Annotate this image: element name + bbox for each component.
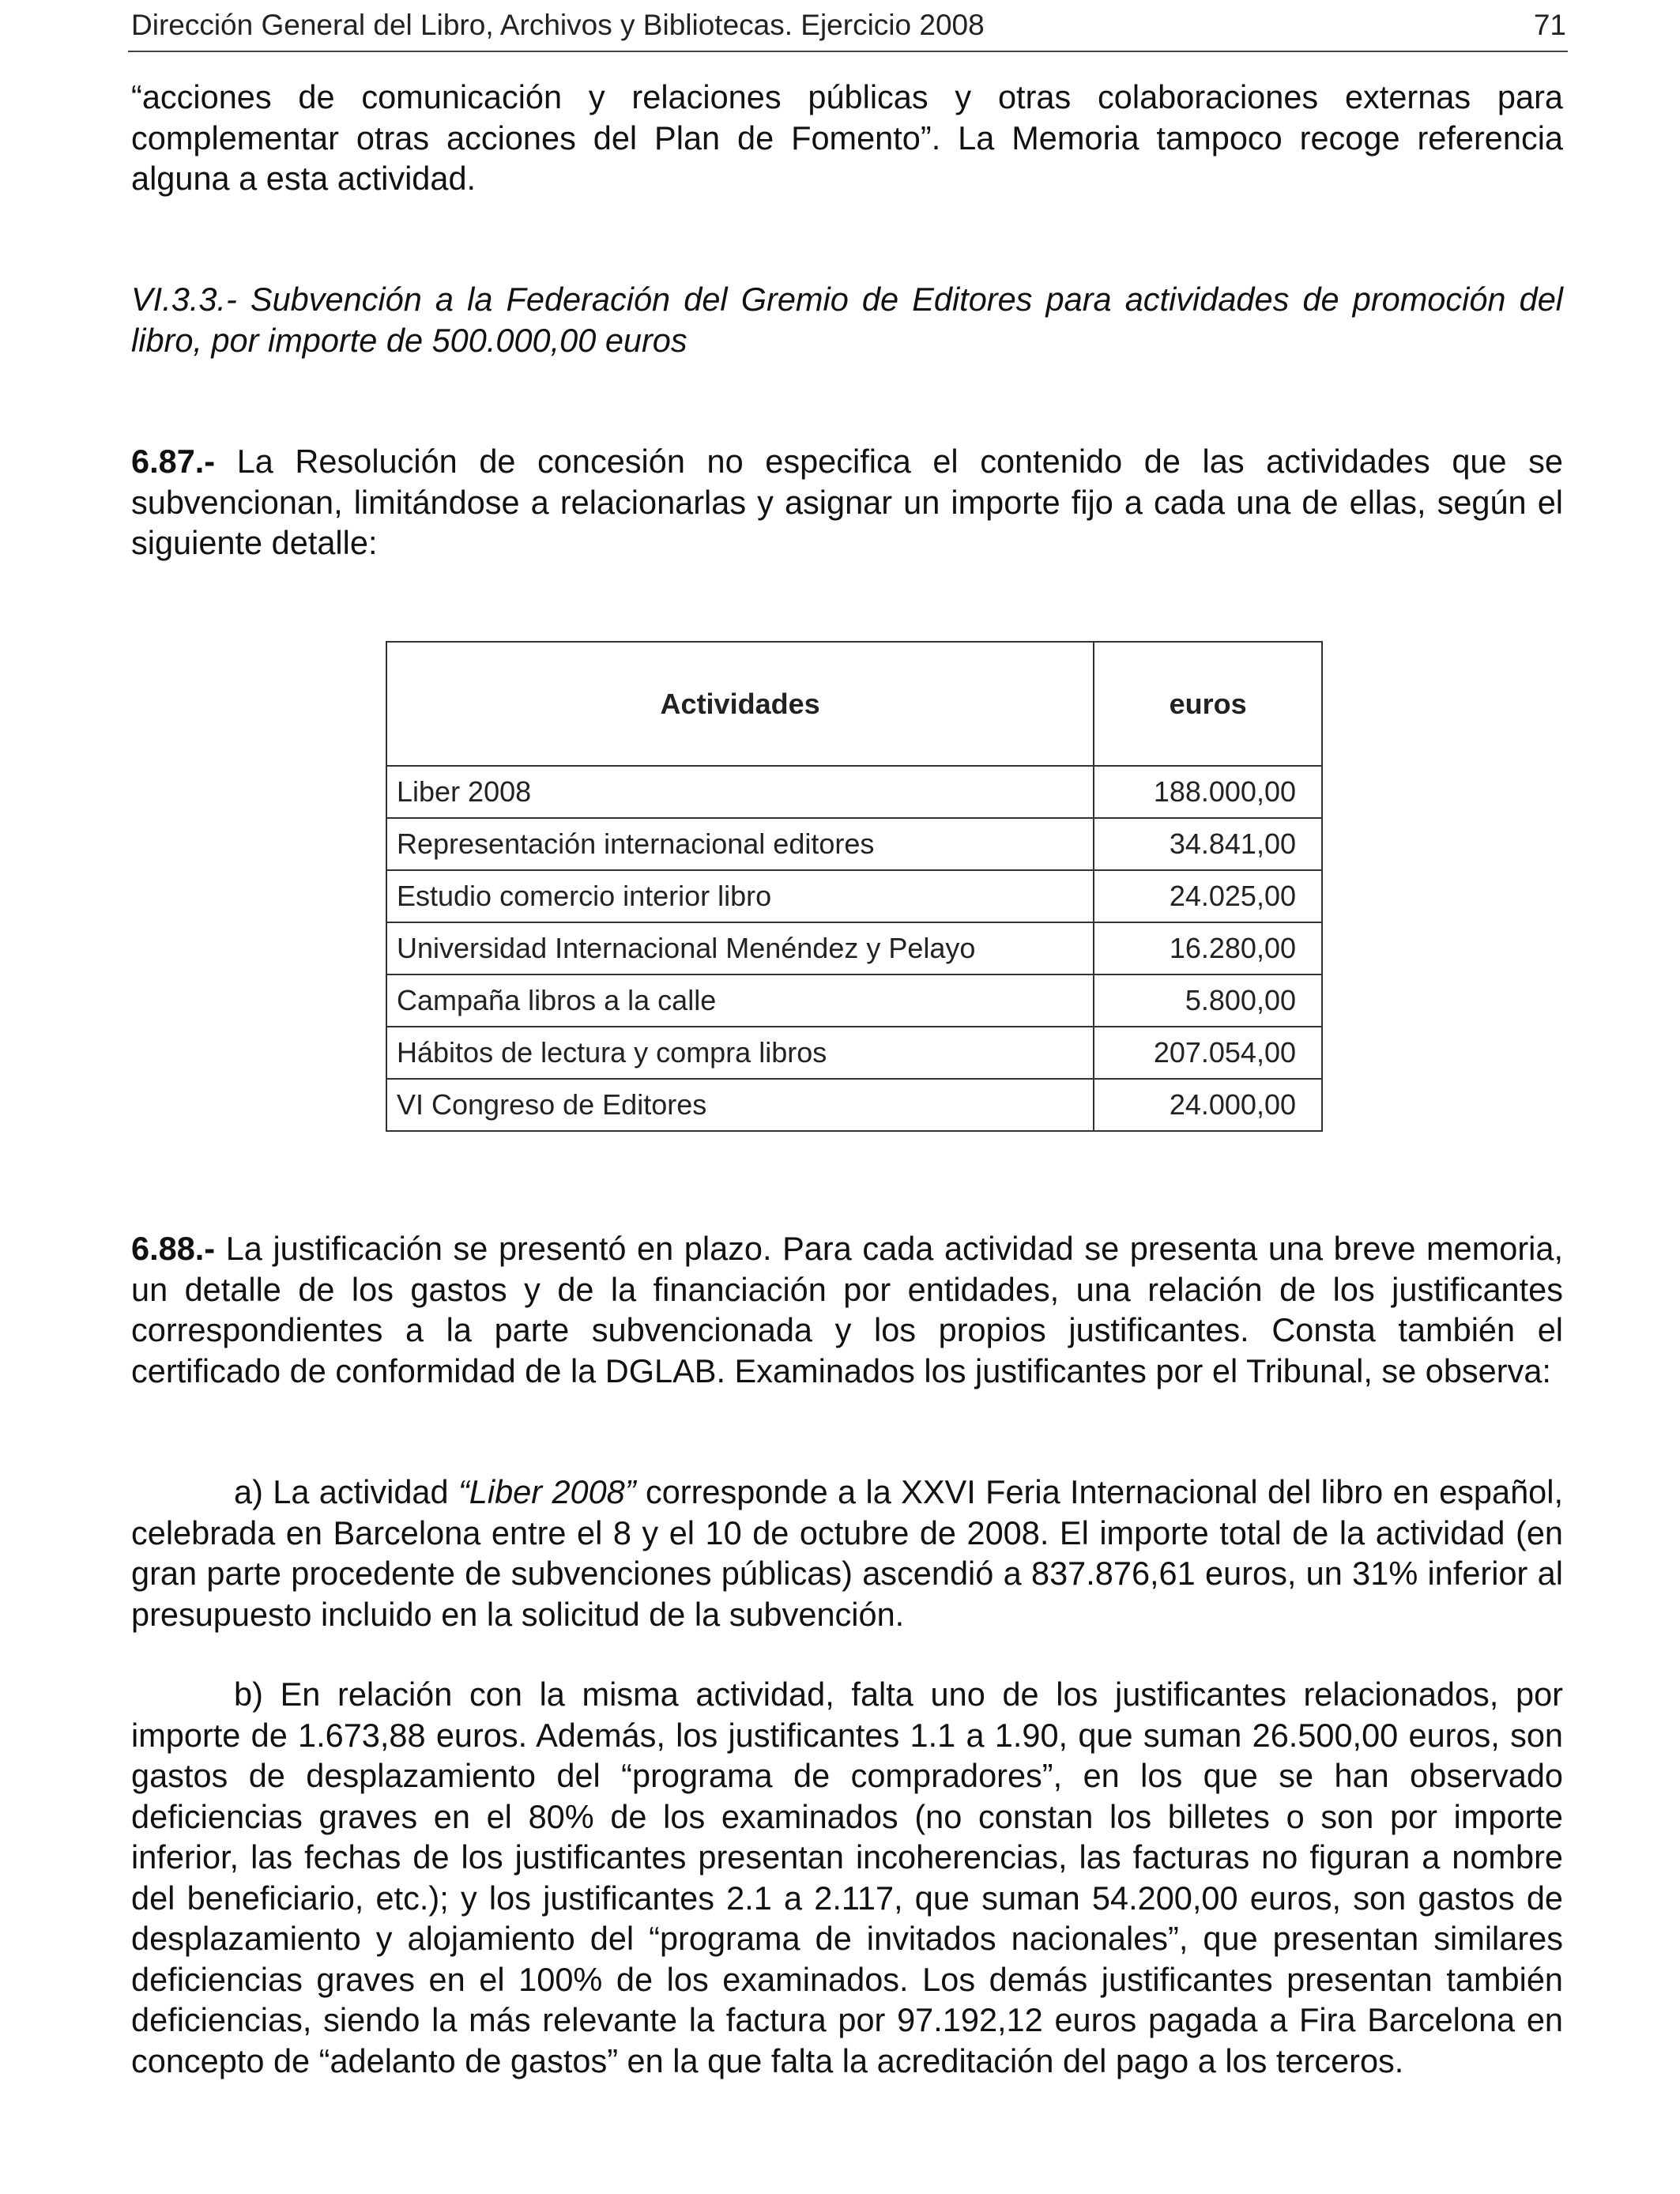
activity-name: Representación internacional editores bbox=[386, 818, 1094, 870]
activity-name: VI Congreso de Editores bbox=[386, 1079, 1094, 1131]
activity-name: Liber 2008 bbox=[386, 766, 1094, 818]
activity-amount: 207.054,00 bbox=[1094, 1027, 1322, 1079]
header-title: Dirección General del Libro, Archivos y Bibliotecas. Ejercicio 2008 bbox=[131, 9, 985, 41]
activity-name: Estudio comercio interior libro bbox=[386, 870, 1094, 922]
paragraph-6-88 bbox=[131, 1228, 1563, 1391]
paragraph-text: La Resolución de concesión no especifica el contenido de las actividades que se subvencionan, limitándose a relacionarlas y asignar un importe fijo a cada una de ellas, según el siguiente detalle: bbox=[131, 443, 1563, 561]
item-a-italic: “Liber 2008” bbox=[458, 1473, 636, 1510]
activity-amount: 188.000,00 bbox=[1094, 766, 1322, 818]
column-header-activities: Actividades bbox=[386, 642, 1094, 766]
column-header-euros: euros bbox=[1094, 642, 1322, 766]
item-a-prefix: a) La actividad bbox=[234, 1473, 458, 1510]
paragraph-number: 6.87.- bbox=[131, 443, 216, 480]
activity-name: Hábitos de lectura y compra libros bbox=[386, 1027, 1094, 1079]
page-header bbox=[131, 5, 1566, 46]
table-header-row bbox=[386, 642, 1322, 766]
activity-name: Universidad Internacional Menéndez y Pelayo bbox=[386, 922, 1094, 974]
activity-name: Campaña libros a la calle bbox=[386, 974, 1094, 1027]
table-row bbox=[386, 818, 1322, 870]
table-row bbox=[386, 1027, 1322, 1079]
paragraph-text: La justificación se presentó en plazo. Para cada actividad se presenta una breve memoria, un detalle de los gastos y de la financiación por entidades, una relación de los justificantes correspondientes a la parte subvencionada y los propios justificantes. Consta también el certificado de conformidad de la DGLAB. Examinados los justificantes por el Tribunal, se observa: bbox=[131, 1230, 1563, 1389]
paragraph-number: 6.88.- bbox=[131, 1230, 216, 1267]
activities-table bbox=[386, 641, 1323, 1132]
paragraph-6-87 bbox=[131, 441, 1563, 564]
activity-amount: 24.025,00 bbox=[1094, 870, 1322, 922]
table-row bbox=[386, 922, 1322, 974]
table-row bbox=[386, 870, 1322, 922]
section-heading: VI.3.3.- Subvención a la Federación del Gremio de Editores para actividades de promoción del libro, por importe de 500.000,00 euros bbox=[131, 281, 1563, 359]
activity-amount: 34.841,00 bbox=[1094, 818, 1322, 870]
activity-amount: 24.000,00 bbox=[1094, 1079, 1322, 1131]
activity-amount: 5.800,00 bbox=[1094, 974, 1322, 1027]
item-a-paragraph bbox=[131, 1472, 1563, 1634]
item-a-text: corresponde a la XXVI Feria Internacional del libro en español, celebrada en Barcelona entre el 8 y el 10 de octubre de 2008. El importe total de la actividad (en gran parte procedente de subvenciones públicas) ascendió a 837.876,61 euros, un 31% inferior al presupuesto incluido en la solicitud de la subvención. bbox=[131, 1473, 1563, 1633]
page-number: 71 bbox=[1533, 9, 1566, 41]
item-b-paragraph: b) En relación con la misma actividad, falta uno de los justificantes relacionados, por importe de 1.673,88 euros. Además, los justificantes 1.1 a 1.90, que suman 26.500,00 euros, son gastos de desplazamiento del “programa de compradores”, en los que se han observado deficiencias graves en el 80% de los examinados (no constan los billetes o son por importe inferior, las fechas de los justificantes presentan incoherencias, las facturas no figuran a nombre del beneficiario, etc.); y los justificantes 2.1 a 2.117, que suman 54.200,00 euros, son gastos de desplazamiento y alojamiento del “programa de invitados nacionales”, que presentan similares deficiencias graves en el 100% de los examinados. Los demás justificantes presentan también deficiencias, siendo la más relevante la factura por 97.192,12 euros pagada a Fira Barcelona en concepto de “adelanto de gastos” en la que falta la acreditación del pago a los terceros. bbox=[131, 1676, 1563, 2079]
table-row bbox=[386, 766, 1322, 818]
intro-paragraph: “acciones de comunicación y relaciones públicas y otras colaboraciones externas para complementar otras acciones del Plan de Fomento”. La Memoria tampoco recoge referencia alguna a esta actividad. bbox=[131, 78, 1563, 197]
table-row bbox=[386, 1079, 1322, 1131]
activity-amount: 16.280,00 bbox=[1094, 922, 1322, 974]
header-rule bbox=[128, 51, 1568, 52]
table-row bbox=[386, 974, 1322, 1027]
